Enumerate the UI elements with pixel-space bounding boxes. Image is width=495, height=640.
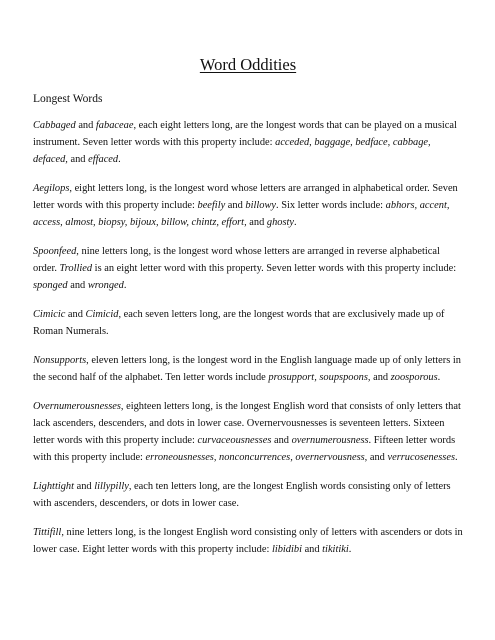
paragraph-cabbaged: [33, 117, 463, 168]
italic-term: verrucosenesses: [387, 452, 455, 463]
text-run: and: [74, 481, 95, 492]
text-run: is an eight letter word with this property. Seven letter words with this property include:: [92, 263, 457, 274]
italic-term: Aegilops: [33, 183, 70, 194]
italic-term: Nonsupports: [33, 355, 87, 366]
text-run: , eighteen letters long, is the longest English word that consists of only letters that lack ascenders, descenders, and dots in lower case. Overnervousnesses is seventeen letters. Sixteen letter words with this property include:: [33, 401, 461, 446]
text-run: and: [65, 309, 86, 320]
paragraph-overnumerousnesses: [33, 398, 463, 466]
paragraph-tittifill: [33, 524, 463, 558]
italic-term: zoosporous: [390, 372, 438, 383]
italic-term: acceded, baggage, bedface, cabbage, defaced,: [33, 137, 431, 165]
italic-term: overnumerousness: [291, 435, 369, 446]
paragraph-nonsupports: [33, 352, 463, 386]
italic-term: prosupport, soupspoons,: [268, 372, 371, 383]
text-run: , eight letters long, is the longest word whose letters are arranged in alphabetical order. Seven letter words with this property include:: [33, 183, 458, 211]
text-run: . Fifteen letter words with this property include:: [33, 435, 456, 463]
italic-term: Trollied: [59, 263, 93, 274]
italic-term: billowy: [245, 200, 276, 211]
paragraph-spoonfeed: [33, 243, 463, 294]
text-run: , nine letters long, is the longest English word consisting only of letters with ascenders or dots in lower case. Eight letter words with this property include:: [33, 527, 463, 555]
text-run: and: [367, 452, 388, 463]
text-run: and: [271, 435, 292, 446]
text-run: .: [294, 217, 297, 228]
italic-term: effaced: [88, 154, 119, 165]
text-run: .: [118, 154, 121, 165]
text-run: .: [437, 372, 441, 383]
italic-term: erroneousnesses, nonconcurrences, overnervousness,: [145, 452, 368, 463]
italic-term: Overnumerousnesses: [33, 401, 121, 412]
italic-term: Spoonfeed: [33, 246, 77, 257]
text-run: and: [225, 200, 246, 211]
text-run: .: [455, 452, 458, 463]
paragraph-cimicic: [33, 306, 463, 340]
text-run: , each ten letters long, are the longest English words consisting only of letters with ascenders, descenders, or dots in lower case.: [33, 481, 451, 509]
italic-term: Lighttight: [33, 481, 74, 492]
italic-term: abhors, accent, access, almost, biopsy, bijoux, billow, chintz, effort,: [33, 200, 450, 228]
italic-term: Cimicic: [33, 309, 66, 320]
text-run: and: [301, 544, 323, 555]
text-run: , each eight letters long, are the longest words that can be played on a musical instrument. Seven letter words with this property include:: [33, 120, 457, 148]
text-run: , eleven letters long, is the longest word in the English language made up of only letters in the second half of the alphabet. Ten letter words include: [33, 355, 461, 383]
text-run: . Six letter words include:: [276, 200, 386, 211]
text-run: and: [75, 120, 96, 131]
italic-term: beefily: [197, 200, 226, 211]
page-title: Word Oddities: [199, 55, 297, 74]
text-run: and: [246, 217, 267, 228]
text-run: .: [348, 544, 352, 555]
italic-term: libidibi: [271, 544, 302, 555]
italic-term: Tittifill: [33, 527, 62, 538]
italic-term: Cabbaged: [33, 120, 76, 131]
text-run: and: [67, 280, 88, 291]
italic-term: fabaceae: [95, 120, 134, 131]
italic-term: curvaceousnesses: [197, 435, 272, 446]
text-run: , each seven letters long, are the longest words that are exclusively made up of Roman Numerals.: [33, 309, 445, 337]
italic-term: wronged: [87, 280, 124, 291]
text-run: and: [67, 154, 89, 165]
paragraph-aegilops: [33, 180, 463, 231]
italic-term: sponged: [33, 280, 68, 291]
italic-term: tikitiki: [322, 544, 349, 555]
text-run: .: [123, 280, 127, 291]
italic-term: Cimicid: [85, 309, 119, 320]
italic-term: ghosty: [266, 217, 295, 228]
text-run: and: [370, 372, 391, 383]
italic-term: lillypilly: [94, 481, 129, 492]
section-heading: Longest Words: [33, 93, 103, 105]
text-run: , nine letters long, is the longest word whose letters are arranged in reverse alphabetical order.: [33, 246, 440, 274]
paragraph-lighttight: [33, 478, 463, 512]
